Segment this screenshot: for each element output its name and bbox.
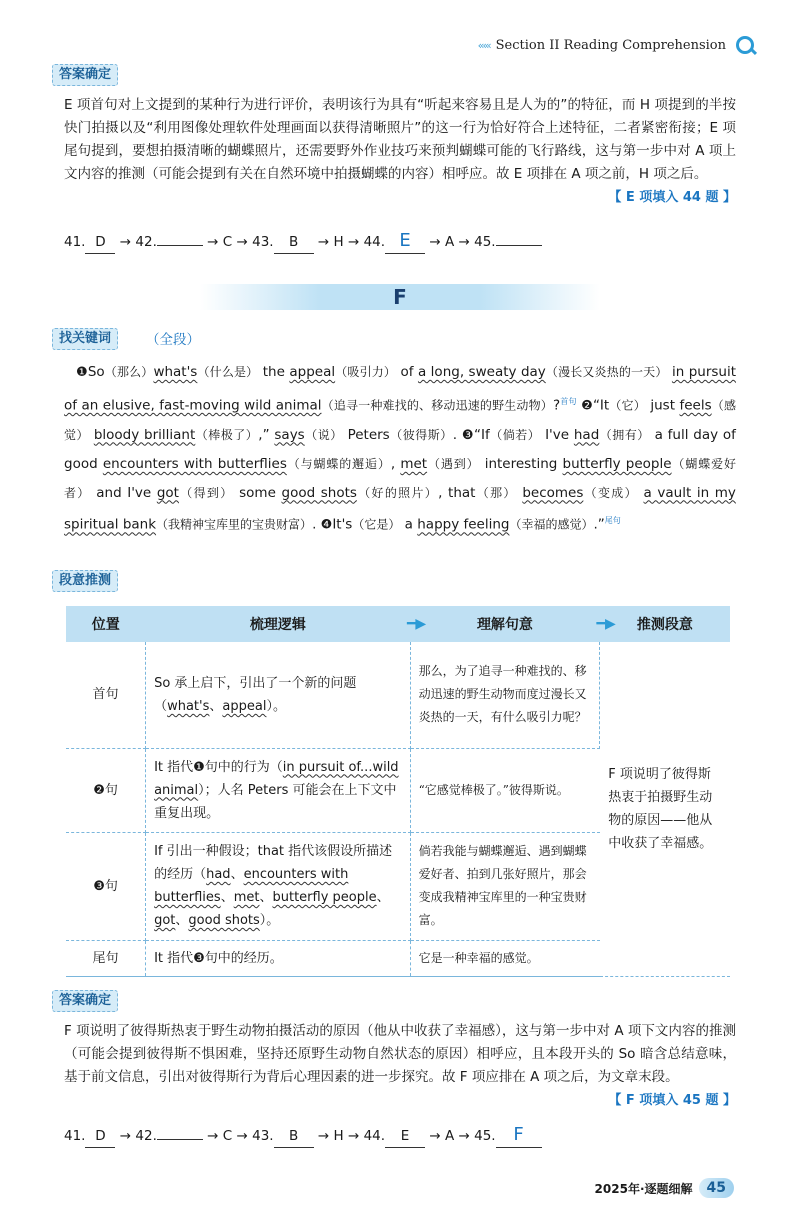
- chain-num: 44.: [363, 234, 386, 250]
- answer-confirm-tag: 答案确定: [52, 64, 118, 86]
- section-title: Section II Reading Comprehension: [495, 37, 726, 53]
- sentence-number: ❶: [76, 365, 88, 380]
- keywords-scope: （全段）: [146, 332, 200, 348]
- arrow-right-icon: ━▶: [596, 616, 616, 632]
- word: ?: [552, 397, 561, 413]
- gloss: （那）: [475, 485, 517, 500]
- gloss: （它是）: [352, 517, 401, 532]
- keyword: in pursuit of an elusive, fast-moving wild animal: [64, 364, 736, 413]
- chevron-left-icon: ‹‹‹‹‹: [477, 38, 490, 52]
- word: ,”: [258, 426, 270, 443]
- keywords-tag: 找关键词: [52, 328, 118, 350]
- gloss: （那么）: [104, 365, 154, 379]
- position-mark: 首句: [560, 396, 577, 406]
- keyword: what's: [153, 364, 198, 380]
- word: that: [448, 484, 476, 501]
- chain-blank-44: [385, 230, 425, 254]
- row-meaning: “它感觉棒极了。”彼得斯说。: [410, 748, 600, 832]
- section-banner: [200, 284, 600, 310]
- row-position: ❸句: [66, 832, 146, 940]
- e-answer-text: E 项首句对上文提到的某种行为进行评价，表明该行为具有“听起来容易且是人为的”的特征，而 H 项提到的半按快门拍摄以及“利用图像处理软件处理画面以获得清晰照片”的这一行为恰好符合上述特征，二者紧密衔接；E 项尾句提到，要想拍摄清晰的蝴蝶照片，还需要野外作业技巧来预判蝴蝶可能的飞行路线，这与第一步中对 A 项上文内容的推测（可能会提到有关在自然环境中拍摄蝴蝶的内容）相呼应。故 E 项排在 A 项之前，H 项之后。: [64, 97, 736, 182]
- f-answer-paragraph: [64, 1020, 736, 1112]
- keyword: appeal: [289, 364, 336, 380]
- inference-result: F 项说明了彼得斯热衷于拍摄野生动物的原因——他从中收获了幸福感。: [600, 642, 730, 976]
- word: just: [650, 397, 676, 413]
- chain-num: 42.: [135, 234, 157, 250]
- row-logic: [146, 642, 411, 748]
- row-position: 首句: [66, 642, 146, 748]
- word: a: [404, 516, 413, 533]
- chain-blank-41: D: [85, 1125, 115, 1148]
- text: It 指代❸句中的经历。: [154, 950, 283, 966]
- answer-confirm-tag: 答案确定: [52, 990, 118, 1012]
- keyword: feels: [679, 397, 712, 413]
- search-icon: [736, 36, 754, 54]
- keyword: got: [156, 484, 179, 501]
- arrow-right-icon: ━▶: [406, 616, 427, 632]
- page-number: 45: [699, 1178, 734, 1198]
- keyword: appeal: [222, 698, 267, 714]
- chain-blank-45: [496, 245, 542, 246]
- text: 、: [220, 890, 234, 905]
- word: Peters: [347, 426, 390, 443]
- chain-blank-44: E: [385, 1125, 425, 1148]
- text: If 引出一种假设；that 指代该假设所描述的经历（: [154, 844, 393, 882]
- word: It's: [332, 516, 353, 533]
- gloss: （漫长又炎热的一天）: [545, 365, 668, 379]
- text: ）。: [259, 913, 280, 928]
- keyword: bloody brilliant: [93, 426, 196, 443]
- row-position: ❷句: [66, 748, 146, 832]
- header-infer: 推测段意: [600, 606, 730, 642]
- word: of: [400, 364, 414, 380]
- inference-table: [66, 606, 730, 977]
- word: So: [87, 364, 105, 380]
- gloss: （蝴蝶爱好者）: [64, 457, 736, 500]
- chain-num: 45.: [474, 234, 496, 250]
- word: “It: [592, 397, 610, 413]
- keyword: good shots: [281, 484, 357, 501]
- gloss: （遇到）: [427, 457, 480, 471]
- header-position: 位置: [66, 606, 146, 642]
- word: the: [262, 364, 285, 380]
- text: 、: [376, 890, 390, 905]
- keyword: encounters with butterflies: [102, 456, 287, 472]
- gloss: （感觉）: [64, 398, 736, 442]
- chain-letter: H: [333, 1128, 344, 1144]
- row-logic: [146, 748, 411, 832]
- text: 、: [175, 913, 189, 928]
- keyword: good shots: [188, 913, 260, 928]
- chain-letter: A: [444, 1128, 455, 1144]
- inference-tag: 段意推测: [52, 570, 118, 592]
- table-header-row: [66, 606, 730, 642]
- word: .: [452, 426, 458, 443]
- keyword: butterfly people: [562, 456, 672, 472]
- keywords-passage: [64, 358, 736, 540]
- keyword: had: [573, 426, 600, 443]
- page-header: [478, 30, 754, 60]
- text: ）。: [266, 698, 286, 714]
- chain-letter: C: [222, 1128, 233, 1144]
- section-letter: F: [393, 285, 407, 309]
- row-meaning: 那么，为了追寻一种难找的、移动迅速的野生动物而度过漫长又炎热的一天，有什么吸引力呢？: [410, 642, 600, 748]
- gloss: （与蝴蝶的邂逅）: [286, 457, 391, 471]
- gloss: （什么是）: [197, 365, 259, 379]
- page-footer: [595, 1178, 734, 1198]
- f-fill-note: 【 F 项填入 45 题 】: [608, 1093, 736, 1108]
- text: It 指代❶句中的行为（: [154, 759, 283, 775]
- gloss: （好的照片）: [356, 485, 439, 500]
- position-mark: 尾句: [604, 516, 621, 525]
- text: So 承上启下，引出了一个新的问题（: [154, 675, 357, 714]
- chain-num: 44.: [363, 1128, 386, 1144]
- text: 、: [230, 867, 244, 882]
- word: a full day of good: [64, 426, 736, 472]
- gloss: （倘若）: [489, 427, 541, 442]
- keyword: had: [206, 867, 231, 882]
- header-meaning: [410, 606, 616, 642]
- keyword: encounters with butterflies: [154, 867, 349, 905]
- keyword: becomes: [522, 484, 584, 501]
- gloss: （彼得斯）: [389, 427, 453, 442]
- chain-num: 41.: [64, 234, 86, 250]
- word: and I've: [96, 484, 152, 501]
- gloss: （棒极了）: [195, 427, 259, 442]
- gloss: （吸引力）: [335, 365, 397, 379]
- e-answer-chain: 41. D → 42. → C → 43. B → H → 44. E → A → 45.: [64, 230, 542, 254]
- gloss: （得到）: [178, 485, 234, 500]
- chain-letter: C: [222, 234, 233, 250]
- word: some: [239, 484, 276, 501]
- chain-num: 42.: [135, 1128, 157, 1144]
- keyword: a long, sweaty day: [417, 364, 546, 380]
- text: 、: [259, 890, 273, 905]
- row-logic: [146, 832, 411, 940]
- word: “If: [474, 426, 490, 443]
- chain-num: 45.: [474, 1128, 496, 1144]
- chain-letter: H: [333, 234, 344, 250]
- word: I've: [545, 426, 570, 443]
- gloss: （我精神宝库里的宝贵财富）: [156, 517, 313, 532]
- keyword: a vault in my spiritual bank: [64, 484, 736, 533]
- chain-blank-42: [157, 245, 203, 246]
- row-meaning: 它是一种幸福的感觉。: [410, 940, 600, 976]
- keyword: met: [400, 456, 428, 472]
- e-answer-paragraph: [64, 94, 736, 209]
- chain-num: 43.: [252, 1128, 274, 1144]
- chain-letter: A: [444, 234, 455, 250]
- row-logic: [146, 940, 411, 976]
- keyword: got: [154, 913, 176, 928]
- chain-blank-42: [157, 1139, 203, 1140]
- word: ,: [438, 484, 443, 501]
- gloss: （变成）: [583, 485, 638, 500]
- chain-blank-43: B: [274, 1125, 314, 1148]
- chain-num: 43.: [252, 234, 274, 250]
- keyword: met: [233, 890, 260, 905]
- word: .: [312, 516, 317, 533]
- row-position: 尾句: [66, 940, 146, 976]
- sentence-number: ❸: [461, 427, 475, 443]
- header-meaning-label: 理解句意: [476, 617, 533, 633]
- header-logic-label: 梳理逻辑: [249, 617, 306, 633]
- book-title: 2025年·逐题细解: [594, 1181, 693, 1196]
- header-logic: [146, 606, 427, 642]
- chain-num: 41.: [64, 1128, 86, 1144]
- chain-blank-43: B: [274, 231, 314, 254]
- chain-blank-41: D: [85, 231, 115, 254]
- e-fill-note: 【 E 项填入 44 题 】: [608, 190, 736, 205]
- chain-answer: E: [399, 230, 411, 251]
- f-answer-text: F 项说明了彼得斯热衷于野生动物拍摄活动的原因（他从中收获了幸福感），这与第一步中对 A 项下文内容的推测（可能会提到彼得斯不惧困难，坚持还原野生动物自然状态的原因）相呼应，且本段开头的 So 暗含总结意味，基于前文信息，引出对彼得斯行为背后心理因素的进一步探究。故 F 项应排在 A 项之后，为文章末段。: [64, 1023, 736, 1085]
- text: ）；人名 Peters 可能会在上下文中重复出现。: [154, 782, 397, 821]
- word: ,: [390, 456, 396, 472]
- table-row: [66, 642, 730, 748]
- gloss: （说）: [304, 427, 343, 442]
- gloss: （它）: [609, 398, 646, 412]
- sentence-number: ❹: [320, 517, 333, 533]
- gloss: （拥有）: [599, 427, 650, 442]
- keyword: in pursuit of...wild animal: [154, 759, 399, 798]
- keyword: says: [274, 426, 305, 443]
- word: .”: [593, 516, 605, 533]
- row-meaning: 倘若我能与蝴蝶邂逅、遇到蝴蝶爱好者、拍到几张好照片，那会变成我精神宝库里的一种宝贵财富。: [410, 832, 600, 940]
- chain-answer: F: [513, 1124, 524, 1145]
- keyword: what's: [167, 698, 210, 714]
- f-answer-chain: 41. D → 42. → C → 43. B → H → 44. E → A → 45. F: [64, 1124, 542, 1148]
- word: interesting: [484, 456, 558, 472]
- gloss: （追寻一种难找的、移动迅速的野生动物）: [321, 398, 553, 412]
- sentence-number: ❷: [581, 398, 593, 413]
- keyword: happy feeling: [417, 516, 510, 533]
- gloss: （幸福的感觉）: [509, 517, 594, 532]
- chain-blank-45: [496, 1124, 542, 1148]
- text: 、: [209, 698, 223, 714]
- keyword: butterfly people: [272, 890, 377, 905]
